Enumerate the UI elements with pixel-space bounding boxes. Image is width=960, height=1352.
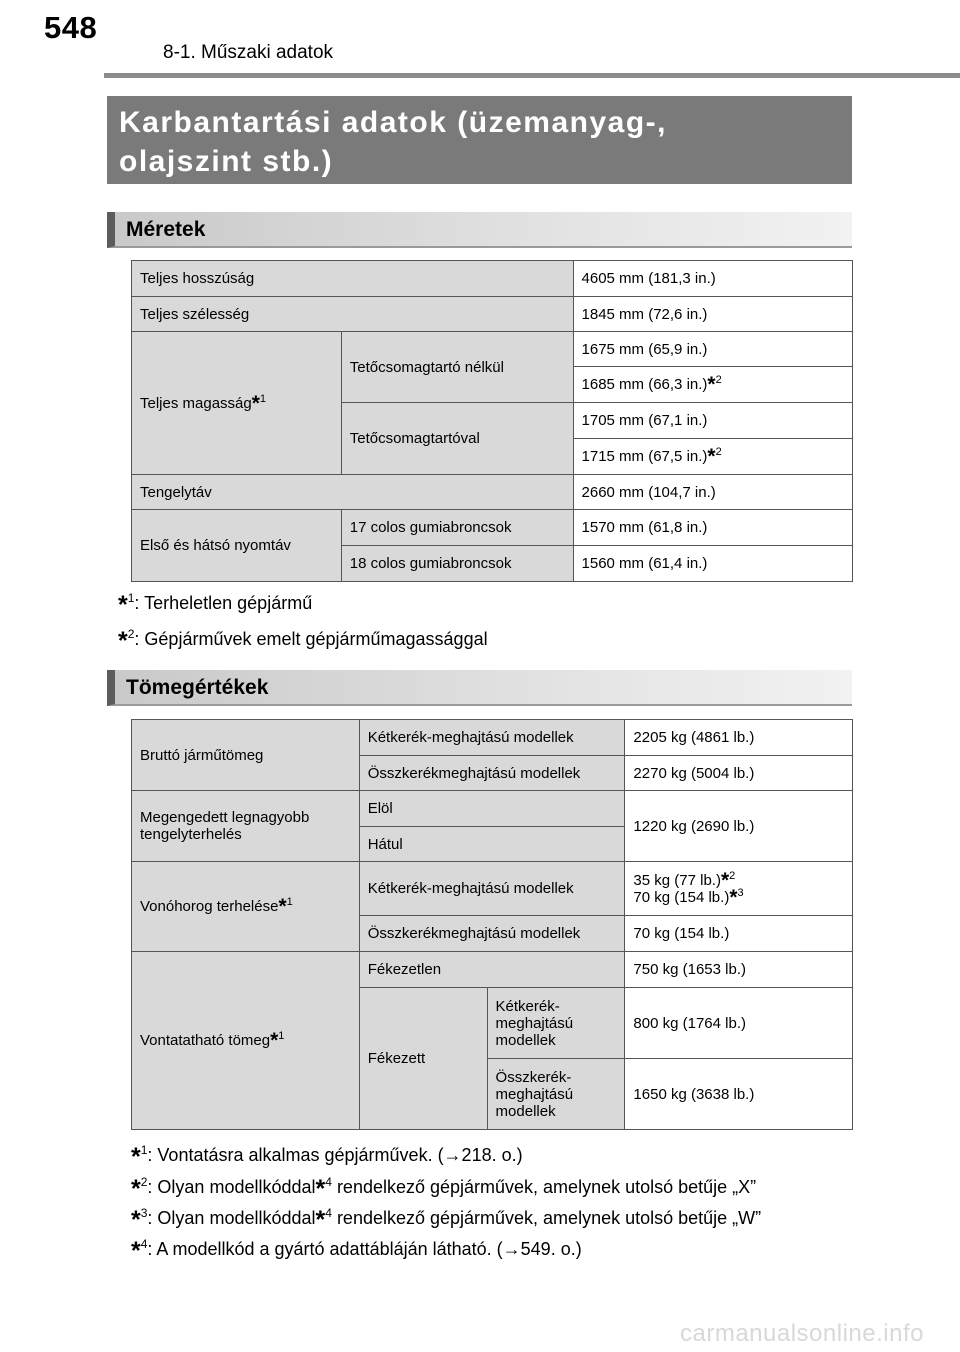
towbar-twd-value-cell <box>625 862 853 916</box>
towbar-twd-value2: 70 kg (154 lb.) <box>633 888 730 906</box>
footnote-text-post: rendelkező gépjárművek, amelynek utolsó betűje „W” <box>331 1208 762 1228</box>
footnote-ref: 1 <box>278 1030 285 1042</box>
footnote-star-icon: * <box>118 627 128 655</box>
page-number: 548 <box>44 10 98 45</box>
braked-awd-value: 1650 kg (3638 lb.) <box>625 1059 853 1130</box>
towable-mass-cell <box>132 952 360 1130</box>
footnote-star-icon: * <box>707 445 716 468</box>
gross-twd-label: Kétkerék-meghajtású modellek <box>359 720 625 756</box>
weights-footnote-1 <box>131 1143 523 1171</box>
footnote-star-icon: * <box>118 591 128 619</box>
table-row <box>132 720 853 756</box>
axle-load-label: Megengedett legnagyobb tengelyterhelés <box>132 791 360 862</box>
with-rack-label: Tetőcsomagtartóval <box>341 403 573 475</box>
watermark: carmanualsonline.info <box>680 1320 924 1347</box>
footnote-star-icon: * <box>720 868 730 892</box>
axle-load-value: 1220 kg (2690 lb.) <box>625 791 853 862</box>
footnote-star-icon: * <box>707 373 716 396</box>
footnote-text: : Vontatásra alkalmas gépjárművek. (→218. o.) <box>147 1145 523 1165</box>
footnote-star-icon: * <box>131 1206 141 1234</box>
overall-width-value: 1845 mm (72,6 in.) <box>573 297 852 332</box>
footnote-star-icon: * <box>131 1175 141 1203</box>
table-row <box>132 475 853 510</box>
footnote-ref: 1 <box>286 896 293 908</box>
footnote-star-icon: * <box>131 1237 141 1265</box>
header-rule <box>104 73 960 78</box>
towbar-twd-label: Kétkerék-meghajtású modellek <box>359 862 625 916</box>
braked-twd-value: 800 kg (1764 lb.) <box>625 988 853 1059</box>
footnote-ref: 2 <box>715 374 722 386</box>
footnote-ref: 3 <box>737 886 744 899</box>
with-rack-value2-cell <box>573 439 852 475</box>
dimensions-heading: Méretek <box>107 212 852 248</box>
wheelbase-value: 2660 mm (104,7 in.) <box>573 475 852 510</box>
towbar-awd-value: 70 kg (154 lb.) <box>625 916 853 952</box>
table-row <box>132 332 853 367</box>
footnote-ref: 1 <box>127 591 135 605</box>
dimensions-table <box>131 260 853 582</box>
gross-weight-label: Bruttó járműtömeg <box>132 720 360 791</box>
footnote-text: : Gépjárművek emelt gépjárműmagassággal <box>134 629 488 649</box>
towbar-load-cell <box>132 862 360 952</box>
without-rack-value2-cell <box>573 367 852 403</box>
footnote-star-icon: * <box>131 1143 141 1171</box>
weights-heading: Tömegértékek <box>107 670 852 706</box>
footnote-star-icon: * <box>278 895 287 918</box>
table-row <box>132 510 853 546</box>
unbraked-label: Fékezetlen <box>359 952 625 988</box>
footnote-ref: 4 <box>325 1206 332 1220</box>
weights-footnote-4 <box>131 1237 582 1265</box>
unbraked-value: 750 kg (1653 lb.) <box>625 952 853 988</box>
overall-length-label: Teljes hosszúság <box>132 261 574 297</box>
gross-awd-label: Összkerékmeghajtású modellek <box>359 756 625 791</box>
footnote-text: : Terheletlen gépjármű <box>134 593 313 613</box>
braked-twd-label: Kétkerék-meghajtású modellek <box>487 988 625 1059</box>
footnote-star-icon: * <box>270 1029 279 1052</box>
footnote-ref: 3 <box>140 1206 148 1220</box>
footnote-ref: 4 <box>325 1175 332 1189</box>
footnote-star-icon: * <box>729 885 738 909</box>
tread-18-value: 1560 mm (61,4 in.) <box>573 546 852 582</box>
braked-awd-label: Összkerék-meghajtású modellek <box>487 1059 625 1130</box>
towbar-load-label: Vonóhorog terhelése <box>140 898 279 915</box>
page-title <box>107 96 852 184</box>
footnote-star-icon: * <box>315 1175 326 1203</box>
weights-table <box>131 719 853 1130</box>
table-row <box>132 791 853 827</box>
without-rack-label: Tetőcsomagtartó nélkül <box>341 332 573 403</box>
footnote-text-pre: : Olyan modellkóddal <box>147 1208 316 1228</box>
axle-rear-label: Hátul <box>359 827 625 862</box>
tread-17-value: 1570 mm (61,8 in.) <box>573 510 852 546</box>
page-header <box>0 0 960 80</box>
footnote-text-pre: : Olyan modellkóddal <box>147 1177 316 1197</box>
overall-width-label: Teljes szélesség <box>132 297 574 332</box>
with-rack-value2: 1715 mm (67,5 in.) <box>581 448 708 465</box>
table-row <box>132 952 853 988</box>
without-rack-value1: 1675 mm (65,9 in.) <box>573 332 852 367</box>
axle-front-label: Elöl <box>359 791 625 827</box>
table-row <box>132 862 853 916</box>
table-row <box>132 297 853 332</box>
tread-17-label: 17 colos gumiabroncsok <box>341 510 573 546</box>
tread-label: Első és hátsó nyomtáv <box>132 510 342 582</box>
overall-length-value: 4605 mm (181,3 in.) <box>573 261 852 297</box>
footnote-ref: 1 <box>259 392 267 405</box>
gross-awd-value: 2270 kg (5004 lb.) <box>625 756 853 791</box>
without-rack-value2: 1685 mm (66,3 in.) <box>581 376 708 393</box>
wheelbase-label: Tengelytáv <box>132 475 574 510</box>
dimensions-footnote-1 <box>118 591 313 619</box>
weights-footnote-3 <box>131 1206 762 1234</box>
page-title-line2: olajszint stb.) <box>119 145 334 178</box>
footnote-star-icon: * <box>251 391 260 415</box>
towbar-awd-label: Összkerékmeghajtású modellek <box>359 916 625 952</box>
overall-height-label: Teljes magasság <box>140 394 252 412</box>
footnote-star-icon: * <box>315 1206 326 1234</box>
gross-twd-value: 2205 kg (4861 lb.) <box>625 720 853 756</box>
page-title-line1: Karbantartási adatok (üzemanyag-, <box>119 106 667 139</box>
table-row <box>132 261 853 297</box>
overall-height-cell <box>132 332 342 475</box>
footnote-text: : A modellkód a gyártó adattábláján látható. (→549. o.) <box>147 1239 582 1259</box>
tread-18-label: 18 colos gumiabroncsok <box>341 546 573 582</box>
footnote-ref: 2 <box>729 869 736 882</box>
with-rack-value1: 1705 mm (67,1 in.) <box>573 403 852 439</box>
section-label: 8-1. Műszaki adatok <box>163 42 334 63</box>
footnote-ref: 2 <box>715 446 722 458</box>
towable-mass-label: Vontatatható tömeg <box>140 1032 271 1049</box>
footnote-ref: 1 <box>140 1143 148 1157</box>
dimensions-footnote-2 <box>118 627 488 655</box>
weights-footnote-2 <box>131 1175 757 1203</box>
towbar-twd-value1: 35 kg (77 lb.) <box>633 871 721 889</box>
footnote-ref: 2 <box>127 627 135 641</box>
footnote-text-post: rendelkező gépjárművek, amelynek utolsó betűje „X” <box>331 1177 757 1197</box>
braked-label: Fékezett <box>359 988 487 1130</box>
footnote-ref: 4 <box>140 1237 148 1251</box>
footnote-ref: 2 <box>140 1175 148 1189</box>
